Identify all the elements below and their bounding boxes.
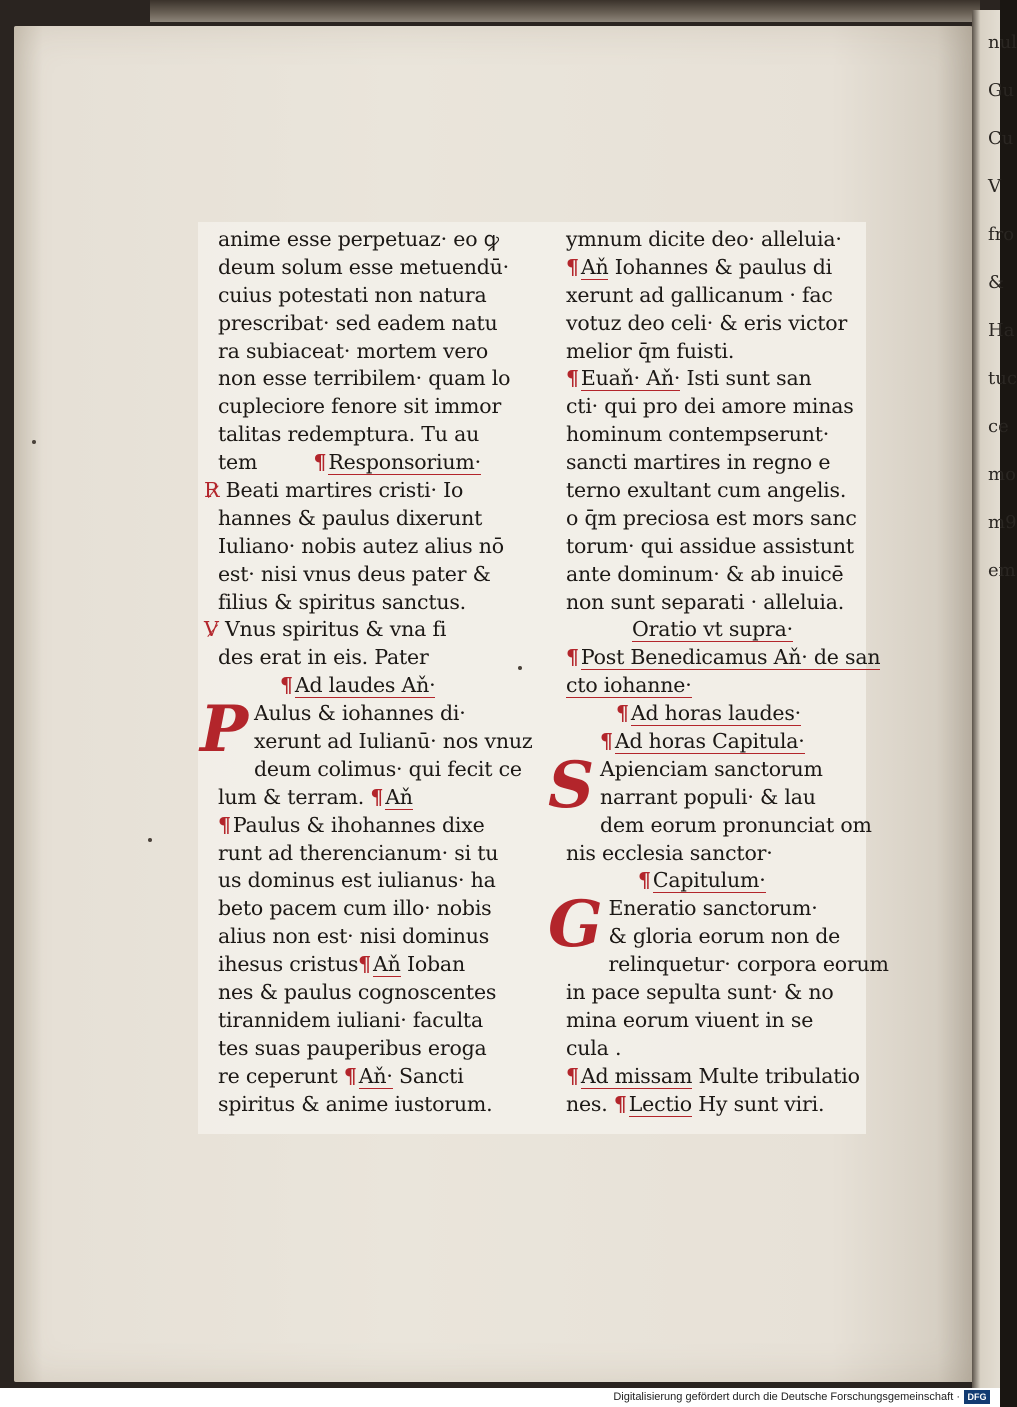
text-line: est· nisi vnus deus pater &	[218, 561, 491, 586]
pilcrow-icon: ¶	[280, 673, 293, 698]
rubric	[638, 867, 866, 895]
next-page-fragment: &	[988, 272, 1005, 293]
rubric	[314, 450, 481, 474]
rubric-label: Aň	[373, 952, 401, 977]
footer-credit: Digitalisierung gefördert durch die Deutsche Forschungsgemeinschaft ·	[613, 1391, 960, 1403]
pilcrow-icon: ¶	[638, 868, 651, 893]
text-line: hominum contempserunt·	[566, 422, 830, 447]
left-column	[200, 226, 533, 1119]
text-fragment: lum & terram.	[218, 784, 365, 809]
text-line: xerunt ad Iulianū· nos vnuz	[253, 729, 533, 754]
rubric-label: Aň	[385, 784, 413, 809]
initial-S: S	[548, 747, 595, 823]
text-line: cupleciore fenore sit immor	[218, 394, 502, 419]
next-page-fragment: Cu	[988, 128, 1014, 149]
rubric-label: Capitulum·	[652, 868, 766, 893]
versicle-mark-icon: V̷	[204, 617, 219, 642]
page-speck	[148, 838, 152, 842]
text-fragment: nes.	[566, 1091, 608, 1116]
footer-bar	[0, 1388, 1000, 1407]
text-line: tirannidem iuliani· faculta	[218, 1007, 483, 1032]
text-line: runt ad therencianum· si tu	[218, 840, 499, 865]
rubric-label: cto iohanne·	[566, 673, 692, 698]
text-line: nis ecclesia sanctor·	[566, 840, 773, 865]
pilcrow-icon: ¶	[613, 1091, 627, 1116]
rubric-label: Ad laudes Aň·	[294, 673, 436, 698]
text-line: cula .	[566, 1035, 622, 1060]
pilcrow-icon: ¶	[370, 784, 384, 809]
pilcrow-icon: ¶	[566, 1063, 579, 1088]
rubric	[280, 672, 518, 700]
text-line: votuz deo celi· & eris victor	[566, 310, 848, 335]
text-line: ante dominum· & ab inuicē	[566, 561, 844, 586]
rubric	[600, 728, 866, 756]
text-fragment: Vnus spiritus & vna fi	[224, 617, 447, 642]
text-line: ymnum dicite deo· alleluia·	[566, 227, 842, 251]
text-fragment: ihesus cristus	[218, 952, 359, 977]
text-line: non esse terribilem· quam lo	[218, 366, 511, 391]
text-line: tes suas pauperibus eroga	[218, 1035, 487, 1060]
rubric	[616, 700, 866, 728]
pilcrow-icon: ¶	[600, 729, 613, 754]
text-line: spiritus & anime iustorum.	[218, 1091, 493, 1116]
rubric-label: Euaň· Aň·	[580, 366, 681, 391]
text-line: in pace sepulta sunt· & no	[566, 980, 834, 1005]
text-line: xerunt ad gallicanum · fac	[566, 282, 833, 307]
pilcrow-icon: ¶	[566, 366, 579, 391]
text-line: mina eorum viuent in se	[566, 1007, 814, 1032]
text-line: dem eorum pronunciat om	[600, 812, 872, 837]
pilcrow-icon: ¶	[616, 701, 629, 726]
text-line: us dominus est iulianus· ha	[218, 868, 496, 893]
text-fragment: Sancti	[399, 1063, 464, 1088]
text-line: deum solum esse metuendū·	[218, 254, 509, 279]
text-line: beto pacem cum illo· nobis	[218, 896, 492, 921]
text-line: talitas redemptura. Tu au	[218, 422, 480, 447]
text-line: Aulus & iohannes di·	[253, 701, 466, 726]
text-line: sancti martires in regno e	[566, 450, 831, 475]
text-line: cti· qui pro dei amore minas	[566, 394, 854, 419]
text-line: filius & spiritus sanctus.	[218, 589, 466, 614]
text-fragment: re ceperunt	[218, 1063, 338, 1088]
pilcrow-icon: ¶	[218, 812, 231, 837]
rubric-label: Lectio	[628, 1091, 692, 1116]
text-line: melior q̄m fuisti.	[566, 338, 735, 363]
page-speck	[518, 666, 522, 670]
text-line	[566, 254, 866, 282]
text-line: des erat in eis. Pater	[218, 645, 429, 670]
text-line: non sunt separati · alleluia.	[566, 589, 845, 614]
next-page-fragment: m9	[988, 512, 1017, 533]
pilcrow-icon: ¶	[358, 952, 372, 977]
rubric-label: Aň·	[358, 1063, 393, 1088]
text-line: Iuliano· nobis autez alius nō	[218, 533, 504, 558]
text-line: cuius potestati non natura	[218, 282, 487, 307]
next-page-fragment: Gu	[988, 80, 1014, 101]
next-page-fragment: mo	[988, 464, 1016, 485]
text-line	[218, 951, 518, 979]
text-line	[218, 812, 518, 840]
text-line: prescribat· sed eadem natu	[218, 310, 498, 335]
pilcrow-icon: ¶	[566, 254, 579, 279]
text-line	[566, 1063, 866, 1091]
text-fragment: Ioban	[406, 952, 465, 977]
book-top-edge	[150, 0, 980, 22]
initial-P: P	[200, 692, 248, 768]
rubric-label: Ad missam	[580, 1063, 693, 1088]
rubric-label: Responsorium·	[328, 450, 481, 475]
rubric-label: Ad horas laudes·	[630, 701, 801, 726]
next-page-fragment: fro	[988, 224, 1015, 245]
text-line	[566, 644, 881, 672]
next-page-fragment: tuc	[988, 368, 1017, 389]
next-page-fragment: V	[988, 176, 1001, 197]
next-page-fragment: nul	[988, 32, 1017, 53]
page-speck	[32, 440, 36, 444]
text-line: & gloria eorum non de	[608, 924, 841, 949]
rubric-label: Aň	[580, 254, 609, 279]
text-line: anime esse perpetuaz· eo ꝙ	[218, 227, 499, 251]
text-line: o q̄m preciosa est mors sanc	[566, 505, 857, 530]
next-page-fragment: Ha	[988, 320, 1015, 341]
text-line: narrant populi· & lau	[600, 784, 816, 809]
response-mark-icon: R̷	[204, 478, 220, 503]
rubric-label: Oratio vt supra·	[632, 617, 794, 642]
text-line: Apienciam sanctorum	[600, 756, 823, 781]
text-line	[204, 616, 518, 644]
pilcrow-icon: ¶	[566, 645, 579, 670]
pilcrow-icon: ¶	[313, 450, 327, 475]
text-line: ra subiaceat· mortem vero	[218, 338, 489, 363]
text-fragment: tem	[218, 450, 258, 475]
rubric	[632, 616, 866, 644]
text-line: nes & paulus cognoscentes	[218, 980, 497, 1005]
text-fragment: Beati martires cristi· Io	[225, 478, 464, 503]
right-column	[548, 226, 889, 1119]
text-line: Eneratio sanctorum·	[608, 896, 818, 921]
text-line: torum· qui assidue assistunt	[566, 533, 854, 558]
next-page-fragment: em	[988, 560, 1016, 581]
rubric-label: Post Benedicamus Aň· de san	[580, 645, 881, 670]
pilcrow-icon: ¶	[343, 1063, 357, 1088]
dfg-logo-icon: DFG	[964, 1390, 990, 1404]
text-line	[566, 365, 866, 393]
rubric-label: Ad horas Capitula·	[614, 729, 805, 754]
text-fragment: Hy sunt viri.	[698, 1091, 825, 1116]
text-line	[218, 449, 518, 477]
text-line: alius non est· nisi dominus	[218, 924, 490, 949]
text-line	[204, 477, 518, 505]
text-line: deum colimus· qui fecit ce	[253, 756, 522, 781]
text-line	[566, 1091, 866, 1119]
next-page-fragment: ce	[988, 416, 1009, 437]
text-fragment: Multe tribulatio	[698, 1063, 860, 1088]
text-line	[566, 672, 866, 700]
initial-G: G	[548, 887, 603, 963]
text-line: relinquetur· corpora eorum	[608, 952, 889, 977]
text-fragment: Isti sunt san	[686, 366, 812, 391]
next-page-edge	[972, 10, 1017, 1388]
text-line: terno exultant cum angelis.	[566, 478, 847, 503]
text-line: hannes & paulus dixerunt	[218, 505, 483, 530]
text-line	[218, 1063, 518, 1091]
text-line	[218, 784, 518, 812]
text-fragment: Paulus & ihohannes dixe	[232, 812, 485, 837]
text-fragment: Iohannes & paulus di	[614, 254, 833, 279]
